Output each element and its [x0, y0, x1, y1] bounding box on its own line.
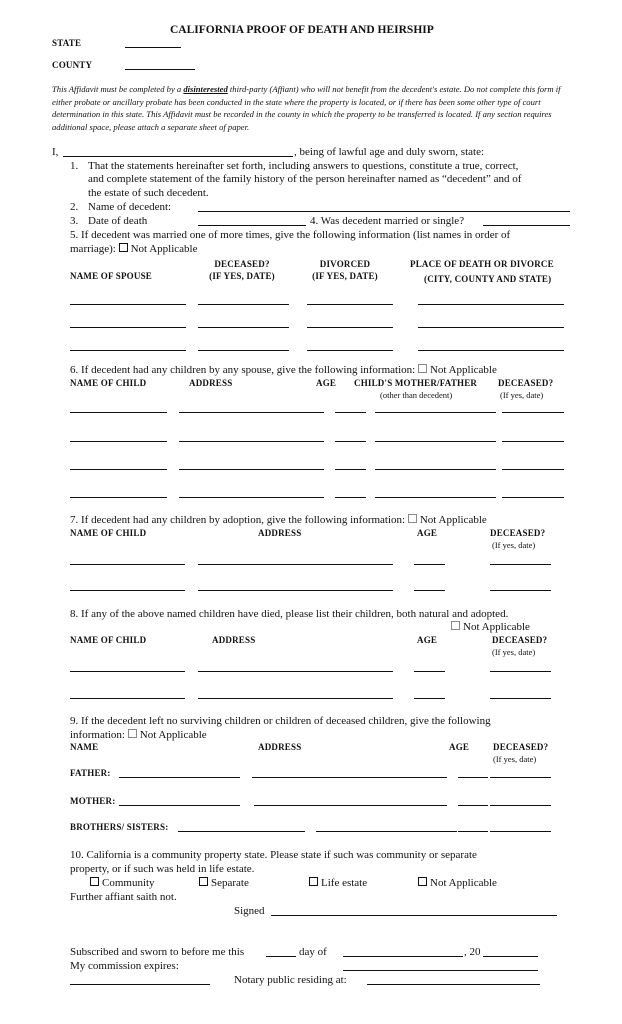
- item7-text: 7. If decedent had any children by adoption, give the following information: Not Applicable: [70, 514, 487, 526]
- item6-na-checkbox[interactable]: [418, 364, 427, 373]
- grand-name-header: NAME OF CHILD: [70, 635, 147, 645]
- marital-status-field[interactable]: [483, 225, 570, 226]
- item5-line2: marriage): Not Applicable: [70, 243, 198, 255]
- item10-line2: property, or if such was held in life estate.: [70, 863, 255, 875]
- spouse-divorced-header: DIVORCED: [319, 259, 371, 269]
- option-community[interactable]: Community: [90, 877, 155, 890]
- commission-field[interactable]: [343, 970, 538, 971]
- option-not-applicable[interactable]: Not Applicable: [418, 877, 497, 890]
- adopt-age-header: AGE: [417, 528, 438, 538]
- commission-label: My commission expires:: [70, 960, 179, 972]
- option-life-estate[interactable]: Life estate: [309, 877, 367, 890]
- adopt-address-header: ADDRESS: [258, 528, 302, 538]
- child-parent-sub: (other than decedent): [380, 390, 453, 400]
- county-field[interactable]: [125, 69, 195, 70]
- siblings-label: BROTHERS/ SISTERS:: [70, 822, 169, 832]
- sworn-year-field[interactable]: [483, 956, 538, 957]
- spouse-place-header: PLACE OF DEATH OR DIVORCE: [410, 259, 554, 269]
- spouse-deceased-header: DECEASED?: [214, 259, 270, 269]
- child-deceased-header: DECEASED?: [498, 378, 554, 388]
- notice-emphasis: disinterested: [183, 84, 228, 94]
- family-name-header: NAME: [70, 742, 99, 752]
- child-parent-header: CHILD'S MOTHER/FATHER: [354, 378, 478, 388]
- notary-signature-field[interactable]: [70, 984, 210, 985]
- spouse-name-header: NAME OF SPOUSE: [70, 271, 152, 281]
- item7-na-checkbox[interactable]: [408, 514, 417, 523]
- father-label: FATHER:: [70, 768, 111, 778]
- state-field[interactable]: [125, 47, 181, 48]
- county-label: COUNTY: [52, 60, 93, 70]
- adopt-deceased-header: DECEASED?: [490, 528, 546, 538]
- state-label: STATE: [52, 38, 82, 48]
- item3-number: 3.: [70, 215, 79, 227]
- item9-na-checkbox[interactable]: [128, 729, 137, 738]
- item5-line1: 5. If decedent was married one of more times, give the following information (list names in order of: [70, 229, 511, 241]
- grand-deceased-header: DECEASED?: [492, 635, 548, 645]
- item6-text: 6. If decedent had any children by any spouse, give the following information: Not Applicable: [70, 364, 497, 376]
- item5-na-checkbox[interactable]: [119, 243, 128, 252]
- residing-field[interactable]: [367, 984, 540, 985]
- grand-address-header: ADDRESS: [212, 635, 256, 645]
- child-address-header: ADDRESS: [189, 378, 233, 388]
- day-of-text: day of: [299, 946, 327, 958]
- decedent-name-label: Name of decedent:: [88, 201, 172, 213]
- date-of-death-label: Date of death: [88, 215, 148, 227]
- sworn-month-field[interactable]: [343, 956, 463, 957]
- adopt-deceased-sub: (If yes, date): [492, 540, 536, 550]
- affiant-name-field[interactable]: [63, 156, 293, 157]
- separate-checkbox[interactable]: [199, 877, 208, 886]
- year-prefix-text: , 20: [464, 946, 481, 958]
- oath-text: , being of lawful age and duly sworn, state:: [294, 146, 485, 158]
- item1-line2: and complete statement of the family history of the person hereinafter named as “decedent” and of: [88, 173, 522, 185]
- child-name-header: NAME OF CHILD: [70, 378, 147, 388]
- decedent-name-field[interactable]: [198, 211, 570, 212]
- notice-paragraph: This Affidavit must be completed by a disinterested third-party (Affiant) who will not benefit from the decedent's estate. Do not complete this form if either probate or ancillary probate has been conducted in the state where the property is located, or if there has been some other type of court determination in this state. This Affidavit must be recorded in the county in which the property to be transferred is located. If any section requires additional space, please attach a separate sheet of paper.: [52, 84, 561, 132]
- item1-line1: That the statements hereinafter set forth, including answers to questions, constitute a true, correct,: [88, 160, 519, 172]
- adopt-name-header: NAME OF CHILD: [70, 528, 147, 538]
- item8-na-checkbox[interactable]: [451, 621, 460, 630]
- item10-line1: 10. California is a community property state. Please state if such was community or separate: [70, 849, 477, 861]
- spouse-place-sub: (CITY, COUNTY AND STATE): [424, 274, 552, 284]
- life-estate-checkbox[interactable]: [309, 877, 318, 886]
- item1-line3: the estate of such decedent.: [88, 187, 209, 199]
- date-of-death-field[interactable]: [198, 225, 306, 226]
- page-title: CALIFORNIA PROOF OF DEATH AND HEIRSHIP: [170, 24, 434, 36]
- family-deceased-sub: (If yes, date): [493, 754, 537, 764]
- item1-number: 1.: [70, 160, 79, 172]
- sworn-day-field[interactable]: [266, 956, 296, 957]
- item2-number: 2.: [70, 201, 79, 213]
- family-address-header: ADDRESS: [258, 742, 302, 752]
- family-age-header: AGE: [449, 742, 470, 752]
- spouse-divorced-sub: (IF YES, DATE): [312, 271, 378, 281]
- child-age-header: AGE: [316, 378, 337, 388]
- grand-age-header: AGE: [417, 635, 438, 645]
- not-applicable-checkbox[interactable]: [418, 877, 427, 886]
- marital-status-label: 4. Was decedent married or single?: [310, 215, 465, 227]
- residing-label: Notary public residing at:: [234, 974, 347, 986]
- community-checkbox[interactable]: [90, 877, 99, 886]
- item8-na: Not Applicable: [451, 621, 530, 634]
- mother-label: MOTHER:: [70, 796, 116, 806]
- further-affiant-text: Further affiant saith not.: [70, 891, 177, 903]
- spouse-deceased-sub: (IF YES, DATE): [209, 271, 275, 281]
- signature-field[interactable]: [271, 915, 557, 916]
- item8-text: 8. If any of the above named children have died, please list their children, both natural and adopted.: [70, 608, 509, 620]
- option-separate[interactable]: Separate: [199, 877, 249, 890]
- child-deceased-sub: (If yes, date): [500, 390, 544, 400]
- item9-line1: 9. If the decedent left no surviving children or children of deceased children, give the following: [70, 715, 491, 727]
- family-deceased-header: DECEASED?: [493, 742, 549, 752]
- oath-i: I,: [52, 146, 59, 158]
- signed-label: Signed: [234, 905, 265, 917]
- item9-line2: information: Not Applicable: [70, 729, 207, 741]
- sworn-text: Subscribed and sworn to before me this: [70, 946, 245, 958]
- grand-deceased-sub: (If yes, date): [492, 647, 536, 657]
